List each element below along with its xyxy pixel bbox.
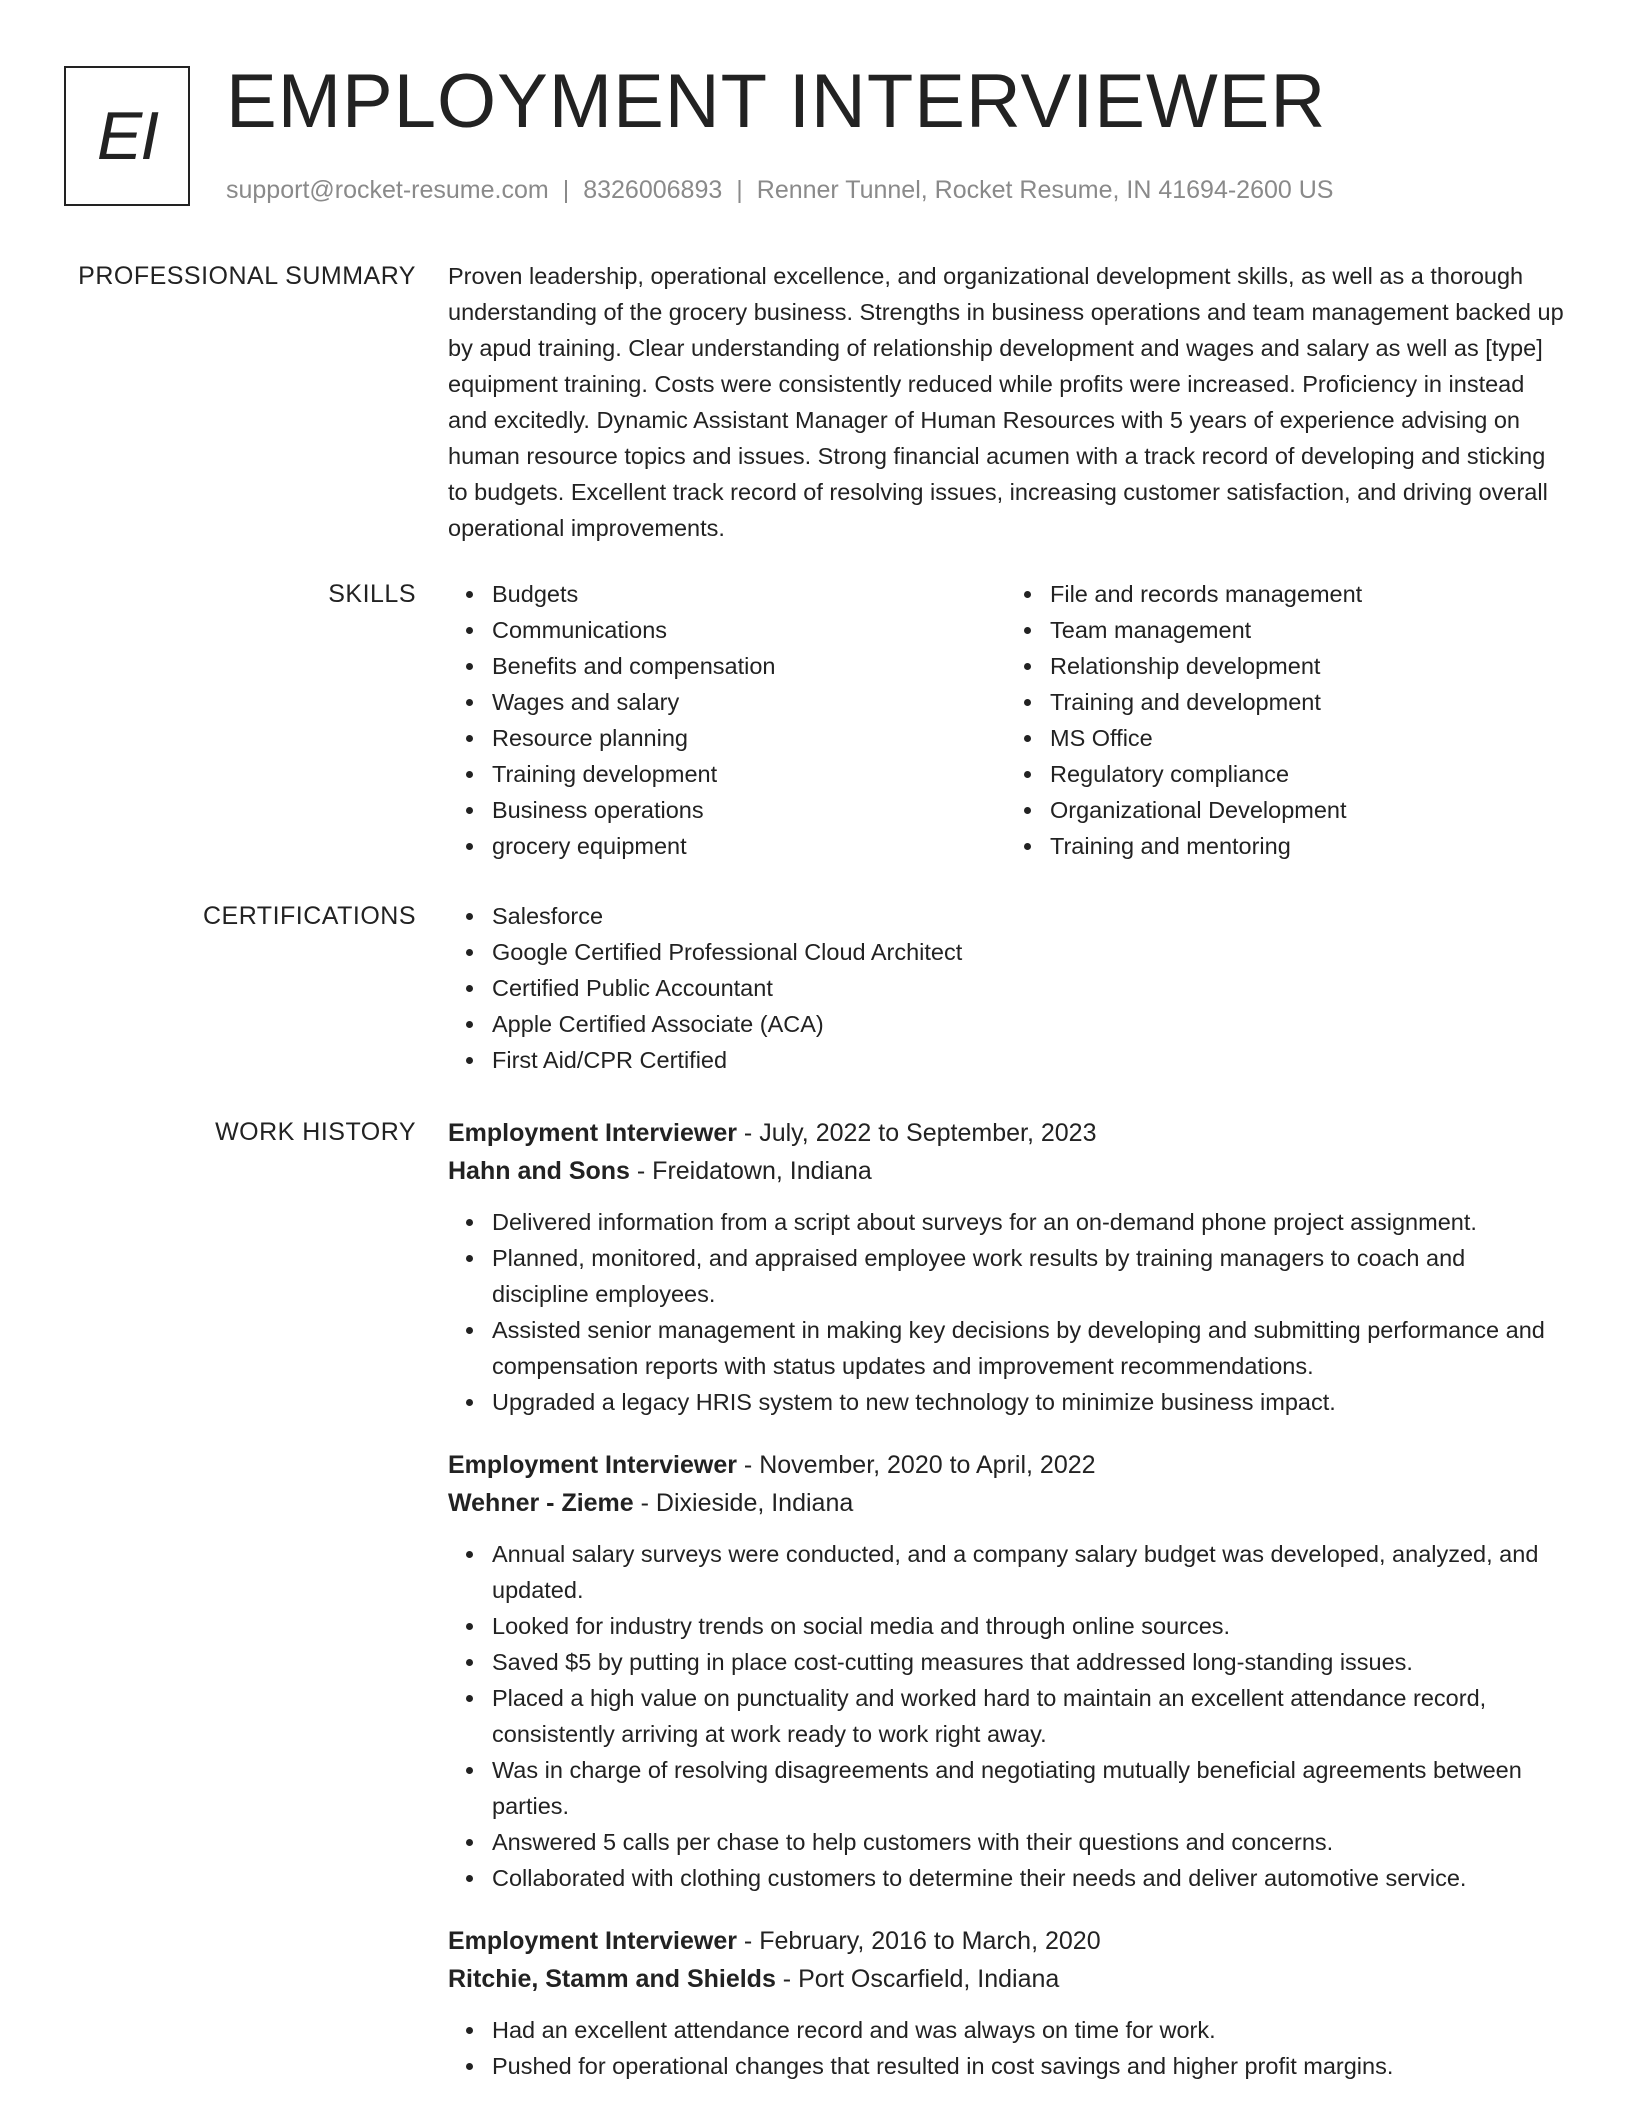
list-item: Looked for industry trends on social media and through online sources.: [492, 1608, 1564, 1644]
certifications-list: [448, 898, 1564, 1078]
list-item: Training and development: [1050, 684, 1564, 720]
list-item: Was in charge of resolving disagreements and negotiating mutually beneficial agreements between parties.: [492, 1752, 1564, 1824]
list-item: Team management: [1050, 612, 1564, 648]
summary-title: PROFESSIONAL SUMMARY: [78, 262, 416, 290]
contact-email[interactable]: support@rocket-resume.com: [226, 176, 549, 204]
list-item: Apple Certified Associate (ACA): [492, 1006, 1564, 1042]
list-item: Training and mentoring: [1050, 828, 1564, 864]
list-item: MS Office: [1050, 720, 1564, 756]
job-entry: [448, 1922, 1564, 2084]
job-company: Ritchie, Stamm and Shields: [448, 1965, 776, 1993]
job-entry: [448, 1446, 1564, 1896]
job-company: Wehner - Zieme: [448, 1489, 634, 1517]
certifications-body: [448, 898, 1564, 1078]
list-item: First Aid/CPR Certified: [492, 1042, 1564, 1078]
list-item: Regulatory compliance: [1050, 756, 1564, 792]
monogram-badge: EI: [64, 66, 190, 206]
work-history-body: [448, 1114, 1564, 2110]
job-title-line: [448, 1114, 1564, 1152]
list-item: Benefits and compensation: [492, 648, 1006, 684]
job-entry: [448, 1114, 1564, 1420]
list-item: grocery equipment: [492, 828, 1006, 864]
summary-text: Proven leadership, operational excellence, and organizational development skills, as well as a thorough understanding of the grocery business. Strengths in business operations and team management backed up by apud training. Clear understanding of relationship development and wages and salary as well as [type] equipment training. Costs were consistently reduced while profits were increased. Proficiency in instead and excitedly. Dynamic Assistant Manager of Human Resources with 5 years of experience advising on human resource topics and issues. Strong financial acumen with a track record of developing and sticking to budgets. Excellent track record of resolving issues, increasing customer satisfaction, and driving overall operational improvements.: [448, 263, 1564, 541]
job-bullets: [448, 2012, 1564, 2084]
list-item: Saved $5 by putting in place cost-cutting measures that addressed long-standing issues.: [492, 1644, 1564, 1680]
job-company-line: [448, 1152, 1564, 1190]
list-item: Business operations: [492, 792, 1006, 828]
skills-list-left: [448, 576, 1006, 864]
list-item: Budgets: [492, 576, 1006, 612]
list-item: Assisted senior management in making key decisions by developing and submitting performance and compensation reports with status updates and improvement recommendations.: [492, 1312, 1564, 1384]
job-company-line: [448, 1484, 1564, 1522]
list-item: Salesforce: [492, 898, 1564, 934]
job-role: Employment Interviewer: [448, 1927, 737, 1955]
list-item: Planned, monitored, and appraised employee work results by training managers to coach and discipline employees.: [492, 1240, 1564, 1312]
list-item: Organizational Development: [1050, 792, 1564, 828]
contact-phone[interactable]: 8326006893: [583, 176, 723, 204]
contact-line: [226, 176, 1333, 205]
skills-list-right: [1006, 576, 1564, 864]
job-dates: - November, 2020 to April, 2022: [736, 1451, 1096, 1479]
job-location: - Dixieside, Indiana: [633, 1489, 854, 1517]
list-item: Training development: [492, 756, 1006, 792]
certifications-title: CERTIFICATIONS: [202, 902, 416, 930]
list-item: Certified Public Accountant: [492, 970, 1564, 1006]
job-dates: - July, 2022 to September, 2023: [736, 1119, 1097, 1147]
job-location: - Port Oscarfield, Indiana: [775, 1965, 1060, 1993]
job-title-line: [448, 1446, 1564, 1484]
list-item: Resource planning: [492, 720, 1006, 756]
work-history-title: WORK HISTORY: [215, 1118, 416, 1146]
job-role: Employment Interviewer: [448, 1451, 737, 1479]
list-item: Upgraded a legacy HRIS system to new technology to minimize business impact.: [492, 1384, 1564, 1420]
skills-title: SKILLS: [328, 580, 416, 608]
list-item: Relationship development: [1050, 648, 1564, 684]
resume-name: EMPLOYMENT INTERVIEWER: [226, 59, 1327, 144]
list-item: Answered 5 calls per chase to help customers with their questions and concerns.: [492, 1824, 1564, 1860]
list-item: Pushed for operational changes that resulted in cost savings and higher profit margins.: [492, 2048, 1564, 2084]
list-item: Wages and salary: [492, 684, 1006, 720]
job-bullets: [448, 1536, 1564, 1896]
contact-separator: |: [736, 176, 743, 204]
list-item: Google Certified Professional Cloud Architect: [492, 934, 1564, 970]
job-title-line: [448, 1922, 1564, 1960]
list-item: Had an excellent attendance record and was always on time for work.: [492, 2012, 1564, 2048]
job-role: Employment Interviewer: [448, 1119, 737, 1147]
list-item: Annual salary surveys were conducted, and a company salary budget was developed, analyzed, and updated.: [492, 1536, 1564, 1608]
summary-body: [448, 258, 1564, 546]
contact-separator: |: [562, 176, 570, 204]
skills-body: [448, 576, 1564, 864]
list-item: Placed a high value on punctuality and worked hard to maintain an excellent attendance record, consistently arriving at work ready to work right away.: [492, 1680, 1564, 1752]
list-item: Communications: [492, 612, 1006, 648]
job-bullets: [448, 1204, 1564, 1420]
job-dates: - February, 2016 to March, 2020: [736, 1927, 1101, 1955]
contact-address: Renner Tunnel, Rocket Resume, IN 41694-2600 US: [756, 176, 1334, 204]
job-company: Hahn and Sons: [448, 1157, 630, 1185]
list-item: File and records management: [1050, 576, 1564, 612]
list-item: Collaborated with clothing customers to determine their needs and deliver automotive service.: [492, 1860, 1564, 1896]
list-item: Delivered information from a script about surveys for an on-demand phone project assignment.: [492, 1204, 1564, 1240]
job-company-line: [448, 1960, 1564, 1998]
job-location: - Freidatown, Indiana: [629, 1157, 872, 1185]
